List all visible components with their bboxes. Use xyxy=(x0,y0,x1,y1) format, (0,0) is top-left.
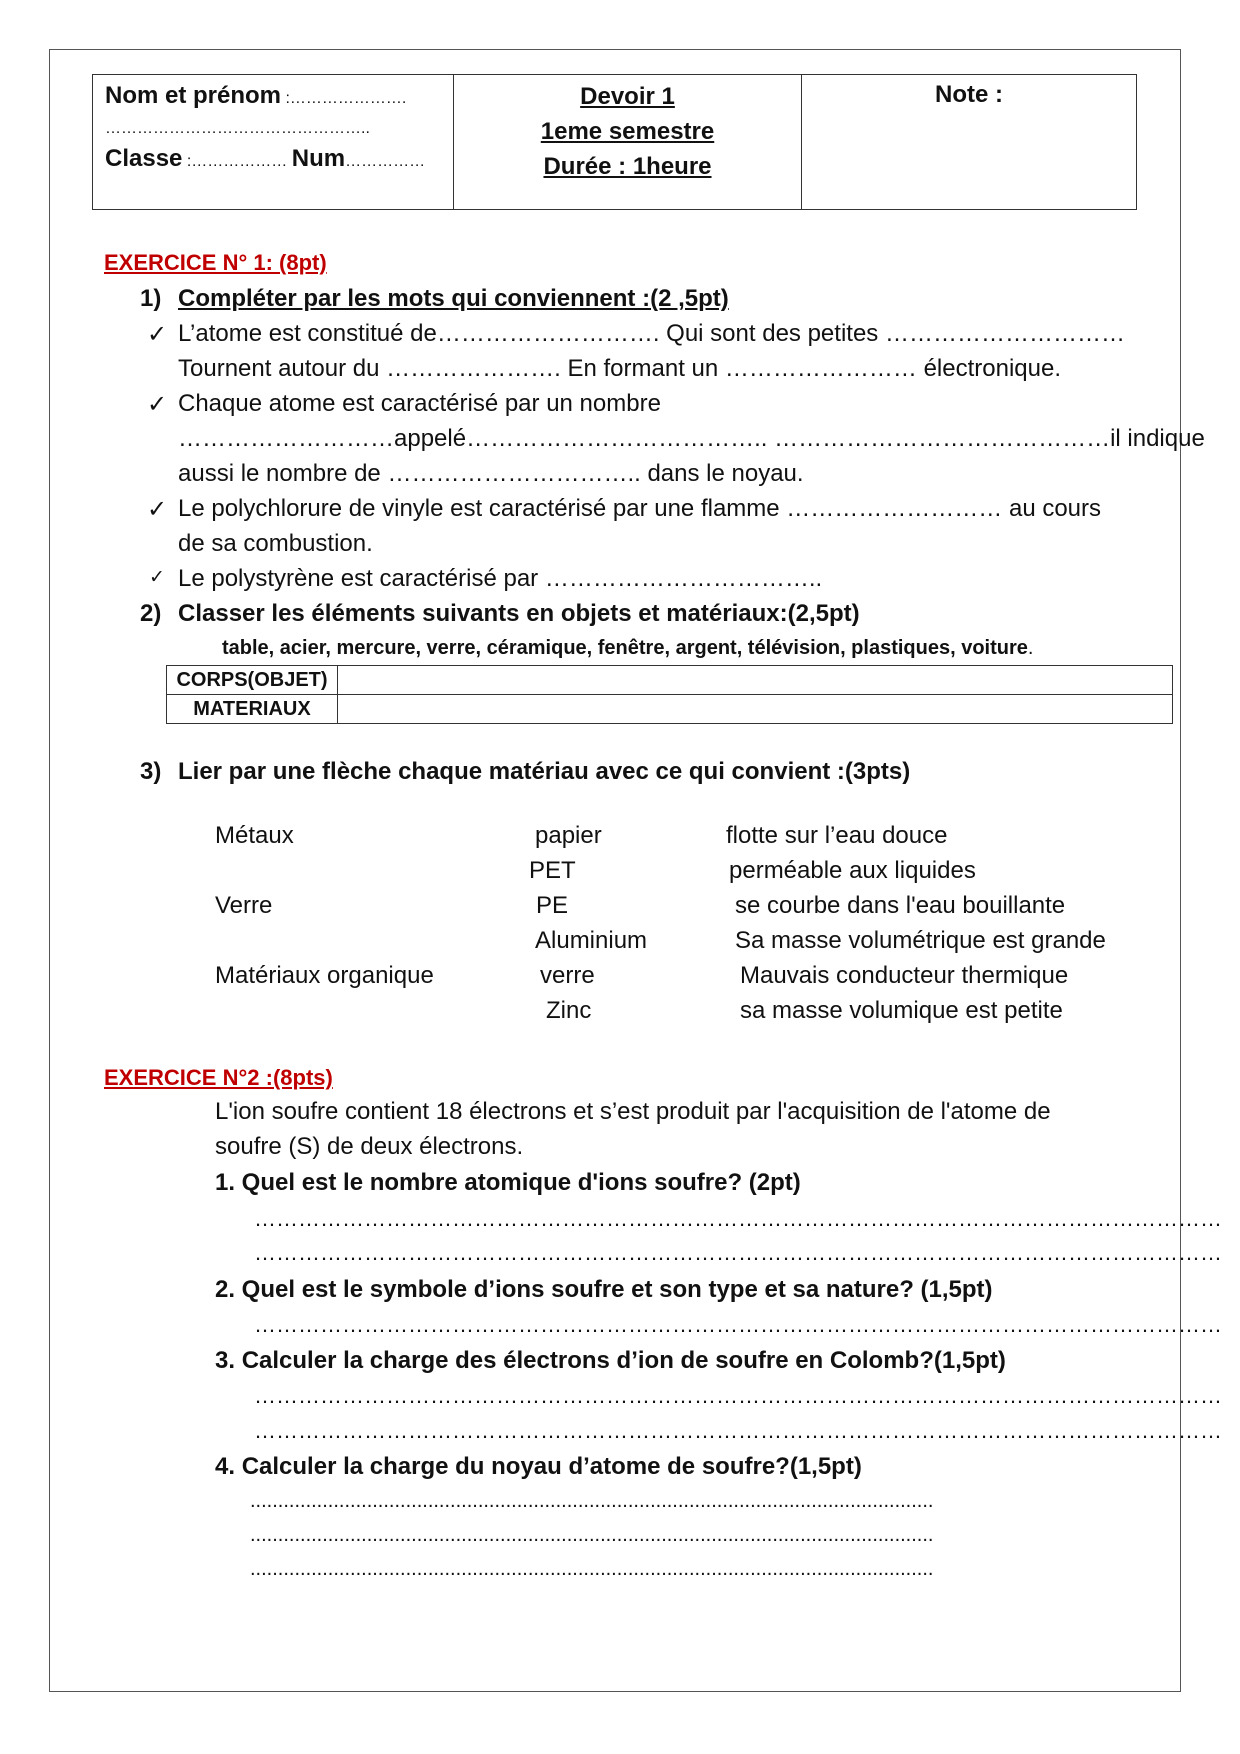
ex2-intro-line: soufre (S) de deux électrons. xyxy=(215,1133,524,1160)
match-col2-item[interactable]: papier xyxy=(535,822,602,849)
ex1-q1-line: de sa combustion. xyxy=(178,530,373,557)
answer-line[interactable]: ........................................................................................................................... xyxy=(250,1524,934,1546)
ex1-q1-line: Chaque atome est caractérisé par un nombre xyxy=(178,390,661,417)
check-icon: ✓ xyxy=(147,391,168,418)
match-col2-item[interactable]: verre xyxy=(540,962,595,989)
name-dots: :…………………. xyxy=(281,90,407,107)
exam-duration: Durée : 1heure xyxy=(543,153,712,180)
ex1-q3-title: Lier par une flèche chaque matériau avec ce qui convient :(3pts) xyxy=(178,758,911,785)
num-label: Num xyxy=(291,145,346,172)
ex1-q1-line: Tournent autour du …………………. En formant un …………………… électronique. xyxy=(178,355,1061,382)
ex1-q1-line: Le polychlorure de vinyle est caractérisé par une flamme ……………………… au cours xyxy=(178,495,1102,522)
match-col3-item[interactable]: se courbe dans l'eau bouillante xyxy=(735,892,1066,919)
check-icon: ✓ xyxy=(147,496,168,523)
class-label: Classe xyxy=(105,145,183,172)
name-label: Nom et prénom xyxy=(105,82,282,109)
ex2-q3-text: . Calculer la charge des électrons d’ion de soufre en Colomb?(1,5pt) xyxy=(228,1347,1006,1374)
match-col2-item[interactable]: Zinc xyxy=(546,997,592,1024)
check-icon: ✓ xyxy=(149,567,165,588)
class-dots: :……………… xyxy=(182,153,292,170)
match-col3-item[interactable]: Sa masse volumétrique est grande xyxy=(735,927,1106,954)
match-col3-item[interactable]: flotte sur l’eau douce xyxy=(726,822,948,849)
answer-line[interactable]: …………………………………………………………………………………………………………………… xyxy=(254,1383,1222,1408)
ex1-q2-items xyxy=(222,637,1033,660)
ex2-q4 xyxy=(215,1453,862,1481)
answer-line[interactable]: …………………………………………………………………………………………………………………… xyxy=(254,1312,1222,1337)
note-label: Note : xyxy=(935,81,1003,108)
match-col2-item[interactable]: PET xyxy=(529,857,576,884)
ex1-q1-title: Compléter par les mots qui conviennent :(2 ,5pt) xyxy=(178,285,729,312)
answer-line[interactable]: …………………………………………………………………………………………………………………… xyxy=(254,1206,1222,1231)
answer-line[interactable]: …………………………………………………………………………………………………………………… xyxy=(254,1418,1222,1443)
exam-info-cell xyxy=(454,75,802,210)
match-col3-item[interactable]: perméable aux liquides xyxy=(729,857,976,884)
exam-title: Devoir 1 xyxy=(580,83,675,110)
table-row xyxy=(167,666,1173,695)
ex1-q1-line: ………………………appelé……………………………….. ……………………………………il indique xyxy=(178,425,1205,452)
materials-answer-cell[interactable] xyxy=(338,695,1173,724)
note-cell[interactable] xyxy=(802,75,1137,210)
ex2-q4-text: . Calculer la charge du noyau d’atome de soufre?(1,5pt) xyxy=(228,1453,862,1480)
ex1-q1-line: L’atome est constitué de………………………. Qui sont des petites ………………………… xyxy=(178,320,1125,347)
match-col3-item[interactable]: sa masse volumique est petite xyxy=(740,997,1063,1024)
row-label-objects: CORPS(OBJET) xyxy=(167,666,338,695)
answer-line[interactable]: ........................................................................................................................... xyxy=(250,1558,934,1580)
ex1-q1-line: aussi le nombre de ………………………….. dans le noyau. xyxy=(178,460,804,487)
classification-table xyxy=(166,665,1173,724)
match-col1-item[interactable]: Verre xyxy=(215,892,273,919)
ex1-title: EXERCICE N° 1: (8pt) xyxy=(104,250,327,275)
check-icon: ✓ xyxy=(147,321,168,348)
match-col3-item[interactable]: Mauvais conducteur thermique xyxy=(740,962,1069,989)
header-table xyxy=(92,74,1137,210)
match-col2-item[interactable]: Aluminium xyxy=(535,927,648,954)
ex2-q3-number: 3 xyxy=(215,1347,229,1374)
ex1-q2-number: 2) xyxy=(140,600,162,627)
items-period: . xyxy=(1027,637,1034,659)
answer-line[interactable]: …………………………………………………………………………………………………………………… xyxy=(254,1240,1222,1265)
ex1-q1-line: Le polystyrène est caractérisé par …………………………….. xyxy=(178,565,823,592)
ex2-q1: 1. Quel est le nombre atomique d'ions soufre? (2pt) xyxy=(215,1169,801,1196)
ex1-q3-number: 3) xyxy=(140,758,162,785)
num-dots: …………… xyxy=(345,153,426,170)
ex2-q4-number: 4 xyxy=(215,1453,229,1480)
items-list: table, acier, mercure, verre, céramique, fenêtre, argent, télévision, plastiques, voiture xyxy=(222,637,1028,659)
answer-line[interactable]: ........................................................................................................................... xyxy=(250,1490,934,1512)
match-col1-item[interactable]: Métaux xyxy=(215,822,294,849)
ex2-q3 xyxy=(215,1347,1006,1375)
student-info-cell[interactable] xyxy=(93,75,454,210)
objects-answer-cell[interactable] xyxy=(338,666,1173,695)
ex2-q2: 2. Quel est le symbole d’ions soufre et son type et sa nature? (1,5pt) xyxy=(215,1276,993,1303)
ex1-q1-number: 1) xyxy=(140,285,162,312)
match-col2-item[interactable]: PE xyxy=(536,892,569,919)
ex2-intro-line: L'ion soufre contient 18 électrons et s’est produit par l'acquisition de l'atome de xyxy=(215,1098,1051,1125)
match-col1-item[interactable]: Matériaux organique xyxy=(215,962,434,989)
table-row xyxy=(167,695,1173,724)
row-label-materials: MATERIAUX xyxy=(167,695,338,724)
ex2-title: EXERCICE N°2 :(8pts) xyxy=(104,1065,333,1090)
exam-semester: 1eme semestre xyxy=(540,118,715,145)
name-line-2: ………………………………………….. xyxy=(105,120,370,137)
ex1-q2-title: Classer les éléments suivants en objets et matériaux:(2,5pt) xyxy=(178,600,860,627)
